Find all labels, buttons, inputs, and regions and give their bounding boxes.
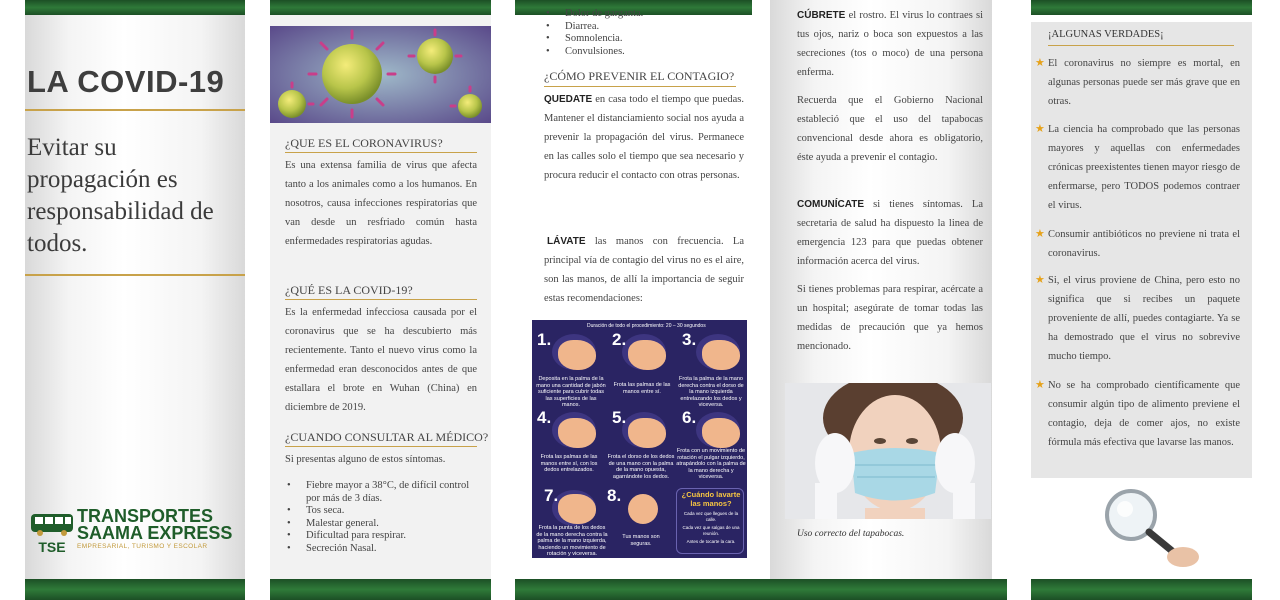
lavate-label: LÁVATE (547, 236, 586, 247)
list-item: • Tos seca. (285, 505, 485, 518)
section-heading-consult: ¿CUANDO CONSULTAR AL MÉDICO? (285, 430, 489, 444)
hand-icon (702, 340, 740, 370)
truth-item (1035, 54, 1240, 111)
heading-underline (285, 446, 477, 447)
coronavirus-image (270, 26, 491, 123)
list-item: • Fiebre mayor a 38°C, de difícil control por más de 3 días. (285, 480, 485, 505)
step-text: Tus manos son seguras. (622, 534, 660, 547)
heading-underline (1048, 45, 1234, 46)
symptoms-list-continued (544, 8, 744, 58)
face-mask-photo (785, 383, 991, 519)
logo-name-line2: SAAMA EXPRESS (77, 523, 233, 543)
logo-name (77, 508, 232, 542)
cubrete-text: el rostro. El virus lo contraes si tus ojos, nariz o boca son expuestos a las secreciones (tos o moco) de una persona enferma. (797, 10, 984, 78)
list-item: • Malestar general. (285, 518, 485, 531)
heading-underline (544, 86, 736, 87)
bus-logo-icon (29, 508, 75, 554)
handwashing-infographic (532, 320, 747, 558)
bottom-green-bar (25, 579, 245, 600)
star-icon: ★ (1035, 273, 1045, 286)
step-number: 5. (612, 408, 627, 427)
section-heading-covid19: ¿QUÉ ES LA COVID-19? (285, 283, 413, 297)
lavate-paragraph (544, 232, 744, 308)
list-item: • Dificultad para respirar. (285, 530, 485, 543)
recuerda-paragraph: Recuerda que el Gobierno Nacional estableció que el uso del tapabocas convencional desde ahora es obligatorio, éste ayuda a prevenir el contagio. (797, 95, 983, 163)
truth-text: La ciencia ha comprobado que las personas mayores y aquellas con enfermedades crónicas preexistentes tienen mayor riesgo de enfermarse, pero TODOS podemos contraer el virus. (1048, 124, 1240, 211)
truths-panel (1031, 0, 1252, 600)
truths-heading: ¡ALGUNAS VERDADES¡ (1048, 29, 1164, 40)
truth-text: Si, el virus proviene de China, pero esto no significa que si recibes un paquete proveniente de allí, puedes contagiarte. Ya se ha demostrado que el virus no sobrevive mucho tiempo. (1048, 275, 1240, 362)
star-icon: ★ (1035, 122, 1045, 135)
truth-item (1035, 271, 1240, 366)
title-divider (25, 109, 245, 111)
list-item: • Somnolencia. (544, 33, 744, 46)
hand-icon (702, 418, 740, 448)
prevention-panel (515, 0, 752, 600)
protection-panel (770, 0, 992, 600)
bottom-green-bar (1031, 579, 1252, 600)
duration-text: Duración de todo el procedimiento: 20 – 30 segundos (587, 323, 706, 329)
cubrete-label: CÚBRETE (797, 10, 846, 21)
cover-title: LA COVID-19 (27, 64, 225, 99)
cover-panel (25, 0, 245, 600)
step-number: 3. (682, 330, 697, 349)
when-item: Cada vez que llegues de la calle. (683, 511, 739, 522)
problemas-paragraph: Si tienes problemas para respirar, acércate a un hospital; asegúrate de tomar todas las medidas de precaución que ya hemos mencionado. (797, 284, 983, 352)
top-green-bar (25, 0, 245, 15)
hand-icon (628, 418, 666, 448)
truth-item (1035, 376, 1240, 452)
quedate-paragraph (544, 90, 744, 185)
step-text: Frota el dorso de los dedos de una mano con la palma de la mano opuesta, agarrándote los dedos. (607, 454, 675, 480)
comunicate-label: COMUNÍCATE (797, 199, 865, 210)
photo-caption: Uso correcto del tapabocas. (797, 529, 905, 539)
hand-icon (558, 494, 596, 524)
when-item: Antes de tocarte la cara. (686, 539, 736, 544)
comunicate-paragraph (797, 195, 983, 271)
info-panel (270, 0, 491, 600)
truth-item (1035, 120, 1240, 215)
truth-text: Consumir antibióticos no previene ni trata el coronavirus. (1048, 229, 1240, 259)
list-item: • Dolor de garganta. (544, 8, 744, 21)
step-text: Frota la palma de la mano derecha contra el dorso de la mano izquierda entrelazando los dedos y viceversa. (678, 376, 744, 408)
step-text: Frota la punta de los dedos de la mano derecha contra la palma de la mano izquierda, haciendo un movimiento de rotación y viceversa. (536, 525, 608, 557)
when-to-wash-box (676, 488, 744, 554)
logo-mark-text: TSE (38, 539, 66, 554)
hand-icon (558, 340, 596, 370)
covid19-text: Es la enfermedad infecciosa causada por el coronavirus que se ha descubierto más recientemente. Tanto el nuevo virus como la enfermedad eran desconocidos antes de que estallara el brote en Wuhan (China) en diciembre de 2019. (285, 307, 477, 413)
star-icon: ★ (1035, 56, 1045, 69)
bottom-green-bar-wide (515, 579, 1007, 600)
truth-text: El coronavirus no siempre es mortal, en algunas personas puede ser más grave que en otras. (1048, 58, 1240, 107)
heading-underline (285, 299, 477, 300)
list-item: • Diarrea. (544, 21, 744, 34)
step-number: 7. (544, 486, 559, 505)
truth-text: No se ha comprobado científicamente que consumir algún tipo de alimento previene el contagio, deja de comer ajos, no existe fórmula más efectiva que lavarse las manos. (1048, 380, 1240, 448)
symptoms-intro: Si presentas alguno de estos síntomas. (285, 454, 446, 465)
company-logo (29, 508, 243, 556)
when-item: Cada vez que salgas de una reunión. (682, 525, 740, 536)
step-text: Deposita en la palma de la mano una cantidad de jabón suficiente para cubrir todas las superficies de las manos. (536, 376, 606, 408)
step-number: 4. (537, 408, 552, 427)
logo-tagline: EMPRESARIAL, TURISMO Y ESCOLAR (77, 543, 208, 550)
hand-icon (558, 418, 596, 448)
step-text: Frota las palmas de las manos entre sí, con los dedos entrelazados. (540, 454, 598, 473)
step-text: Frota las palmas de las manos entre sí. (613, 382, 671, 395)
top-green-bar (270, 0, 491, 15)
truth-item (1035, 225, 1240, 263)
step-number: 2. (612, 330, 627, 349)
list-item: • Secreción Nasal. (285, 543, 485, 556)
hand-icon (628, 494, 658, 524)
hand-icon (628, 340, 666, 370)
heading-underline (285, 152, 477, 153)
comunicate-text: si tienes síntomas. La secretaria de salud ha dispuesto la linea de emergencia 123 para que puedas obtener información acerca del virus. (797, 199, 983, 267)
step-number: 8. (607, 486, 622, 505)
when-to-wash-title: ¿Cuándo lavarte las manos? (681, 490, 741, 508)
symptoms-list (285, 480, 485, 555)
top-green-bar (1031, 0, 1252, 15)
step-number: 6. (682, 408, 697, 427)
quedate-text: en casa todo el tiempo que puedas. Mantener el distanciamiento social nos ayuda a prevenir la propagación del virus. Permanece en las calles solo el tiempo que sea necesario y procura reducir el contacto con otras personas. (544, 94, 745, 181)
quedate-label: QUEDATE (544, 94, 593, 105)
logo-name-line1: TRANSPORTES (77, 506, 214, 526)
coronavirus-text: Es una extensa familia de virus que afecta tanto a los animales como a los humanos. En nosotros, causa infecciones respiratorias que van desde un resfriado común hasta enfermedades respiratorias agudas. (285, 160, 477, 247)
star-icon: ★ (1035, 378, 1045, 391)
magnifying-glass-icon (1091, 485, 1201, 570)
section-heading-coronavirus: ¿QUE ES EL CORONAVIRUS? (285, 136, 443, 150)
step-text: Frota con un movimiento de rotación el pulgar izquierdo, atrapándolo con la palma de la mano derecha y viceversa. (676, 448, 746, 480)
list-item: • Convulsiones. (544, 46, 744, 59)
cubrete-paragraph (797, 6, 983, 82)
step-number: 1. (537, 330, 552, 349)
section-heading-prevent: ¿CÓMO PREVENIR EL CONTAGIO? (544, 69, 735, 83)
bottom-green-bar (270, 579, 491, 600)
lavate-text: las manos con frecuencia. La principal vía de contagio del virus no es el aire, son las manos, de allí la importancia de seguir estas recomendaciones: (544, 236, 745, 304)
star-icon: ★ (1035, 227, 1045, 240)
cover-subtitle: Evitar su propagación es responsabilidad de todos. (27, 134, 214, 257)
subtitle-divider (25, 274, 245, 276)
